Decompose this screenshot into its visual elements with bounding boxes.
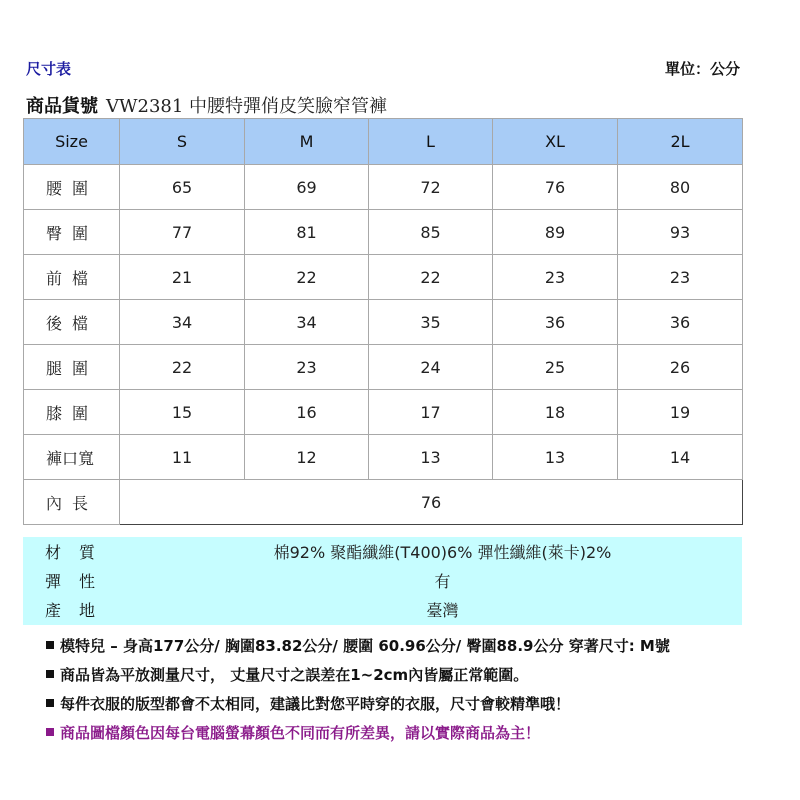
note-item-highlight [46, 719, 786, 748]
table-cell: 65 [120, 165, 245, 210]
materials-section [23, 537, 742, 625]
row-label: 褲口寬 [24, 435, 120, 480]
table-row [24, 255, 743, 300]
elasticity-value: 有 [434, 572, 451, 591]
size-header-cell: Size [24, 119, 120, 165]
table-row [24, 435, 743, 480]
material-label: 材質 [45, 543, 114, 562]
material-row [23, 538, 742, 567]
table-row [24, 165, 743, 210]
table-cell: 13 [493, 435, 618, 480]
row-label: 內長 [24, 480, 120, 525]
row-label: 膝圍 [24, 390, 120, 435]
table-cell: 13 [369, 435, 493, 480]
row-label: 後檔 [24, 300, 120, 345]
table-cell: 23 [618, 255, 743, 300]
note-item [46, 632, 786, 661]
table-cell: 22 [245, 255, 369, 300]
size-header-cell: 2L [618, 119, 743, 165]
table-cell: 85 [369, 210, 493, 255]
table-row [24, 345, 743, 390]
product-label: 商品貨號 [26, 96, 98, 117]
table-cell: 22 [369, 255, 493, 300]
row-label: 腰圍 [24, 165, 120, 210]
note-text: 模特兒 – 身高177公分/ 胸圍83.82公分/ 腰圍 60.96公分/ 臀圍88.9公分 穿著尺寸: M號 [60, 637, 670, 655]
inner-length-row [24, 480, 743, 525]
table-cell: 80 [618, 165, 743, 210]
table-row [24, 300, 743, 345]
bullet-icon [46, 670, 54, 678]
table-cell: 12 [245, 435, 369, 480]
note-item [46, 690, 786, 719]
table-cell: 69 [245, 165, 369, 210]
table-cell: 81 [245, 210, 369, 255]
table-row [24, 390, 743, 435]
size-chart-title: 尺寸表 [26, 60, 72, 78]
table-cell: 18 [493, 390, 618, 435]
note-item [46, 661, 786, 690]
table-cell: 25 [493, 345, 618, 390]
table-cell: 21 [120, 255, 245, 300]
table-cell: 17 [369, 390, 493, 435]
bullet-icon [46, 699, 54, 707]
table-cell: 23 [493, 255, 618, 300]
table-cell: 11 [120, 435, 245, 480]
table-row [24, 210, 743, 255]
inner-length-value: 76 [120, 480, 743, 525]
row-label: 腿圍 [24, 345, 120, 390]
table-cell: 34 [120, 300, 245, 345]
unit-label: 單位：公分 [664, 60, 740, 78]
table-cell: 34 [245, 300, 369, 345]
size-header-cell: S [120, 119, 245, 165]
elasticity-label: 彈性 [45, 572, 114, 591]
table-cell: 15 [120, 390, 245, 435]
note-text: 每件衣服的版型都會不太相同，建議比對您平時穿的衣服，尺寸會較精準哦！ [60, 695, 571, 713]
note-text: 商品圖檔顏色因每台電腦螢幕顏色不同而有所差異，請以實際商品為主！ [60, 724, 541, 742]
bullet-icon [46, 728, 54, 736]
table-cell: 16 [245, 390, 369, 435]
size-header-cell: L [369, 119, 493, 165]
bullet-icon [46, 641, 54, 649]
table-cell: 14 [618, 435, 743, 480]
product-line [26, 95, 387, 119]
note-text: 商品皆為平放測量尺寸， 丈量尺寸之誤差在1~2cm內皆屬正常範圍。 [60, 666, 529, 684]
material-value: 棉92% 聚酯纖維(T400)6% 彈性纖維(萊卡)2% [273, 543, 612, 562]
origin-row [23, 596, 742, 625]
table-cell: 26 [618, 345, 743, 390]
table-cell: 23 [245, 345, 369, 390]
table-cell: 76 [493, 165, 618, 210]
table-cell: 89 [493, 210, 618, 255]
elasticity-row [23, 567, 742, 596]
row-label: 前檔 [24, 255, 120, 300]
table-cell: 36 [493, 300, 618, 345]
table-cell: 22 [120, 345, 245, 390]
table-cell: 19 [618, 390, 743, 435]
table-cell: 35 [369, 300, 493, 345]
table-cell: 24 [369, 345, 493, 390]
size-table [23, 118, 743, 525]
table-cell: 72 [369, 165, 493, 210]
notes-list [46, 632, 786, 748]
table-cell: 36 [618, 300, 743, 345]
origin-value: 臺灣 [426, 601, 459, 620]
table-cell: 77 [120, 210, 245, 255]
origin-label: 產地 [45, 601, 114, 620]
product-value: VW2381 中腰特彈俏皮笑臉窄管褲 [106, 96, 388, 117]
size-header-cell: M [245, 119, 369, 165]
table-cell: 93 [618, 210, 743, 255]
size-header-cell: XL [493, 119, 618, 165]
size-header-row [24, 119, 743, 165]
row-label: 臀圍 [24, 210, 120, 255]
